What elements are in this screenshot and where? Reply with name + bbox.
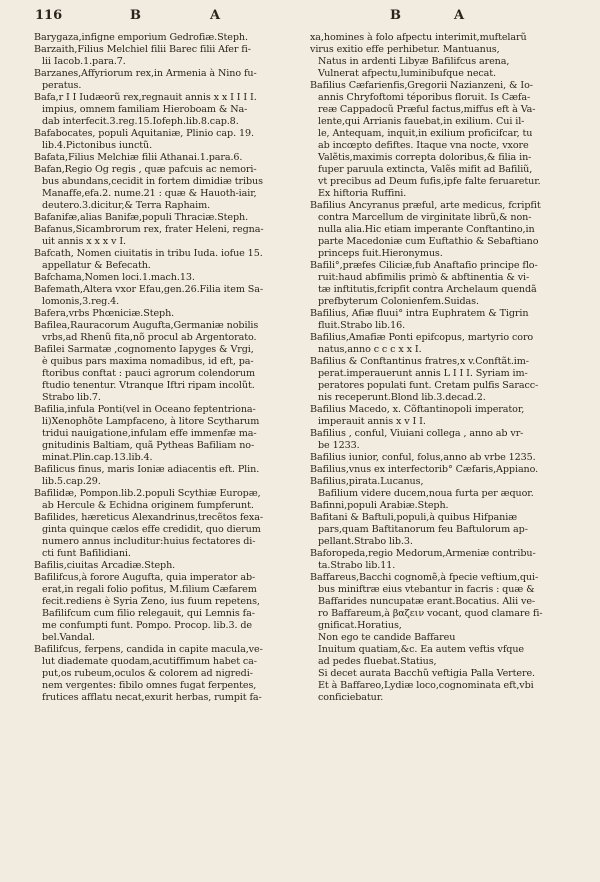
text-line: Bafcath, Nomen ciuitatis in tribu Iuda. iofue 15. <box>34 248 263 259</box>
page-number: 116 <box>35 8 63 23</box>
text-line: Bafinni,populi Arabiæ.Steph. <box>310 500 449 511</box>
text-line: Baforopeda,regio Medorum,Armeniæ contribu- <box>310 548 536 559</box>
text-line: Non ego te candide Baffareu <box>318 632 456 643</box>
text-line: Bafilia,infula Ponti(vel in Oceano feptentriona- <box>34 404 256 415</box>
text-line: lut diademate quodam,acutiffimum habet ca- <box>42 656 257 667</box>
text-line: perat.imperauerunt annis L I I I. Syriam im- <box>318 368 528 379</box>
text-line: tæ inftitutis,fcripfit contra Archelaum quendã <box>318 284 537 295</box>
text-line: Bafilidæ, Pompon.lib.2.populi Scythiæ Europæ, <box>34 488 261 499</box>
text-line: peratores populati funt. Cretam pulfis Saracc- <box>318 380 539 391</box>
text-line: Bafilis,ciuitas Arcadiæ.Steph. <box>34 560 176 571</box>
text-line: Manaffe,efa.2. nume.21 : quæ & Hauoth-iair, <box>42 188 257 199</box>
text-line: Bafabocates, populi Aquitaniæ, Plinio cap. 19. <box>34 128 254 139</box>
text-line: vt precibus ad Deum fufis,ipfe falte feruaretur. <box>318 176 541 187</box>
text-line: Bafanifæ,alias Banifæ,populi Thraciæ.Steph. <box>34 212 249 223</box>
text-line: Barygaza,infigne emporium Gedrofiæ.Steph. <box>34 32 248 43</box>
header-letter: A <box>210 8 221 23</box>
text-line: natus,anno c c c x x I. <box>318 344 422 355</box>
text-line: conficiebatur. <box>318 692 384 703</box>
text-line: Bafilius Ancyranus præful, arte medicus, fcripfit <box>310 200 541 211</box>
text-line: ad pedes fluebat.Statius, <box>318 656 437 667</box>
text-line: Inuitum quatiam,&c. Ea autem veftis vfque <box>318 644 525 655</box>
text-line: Bafemath,Altera vxor Efau,gen.26.Filia item Sa- <box>34 284 264 295</box>
text-line: lii Iacob.1.para.7. <box>42 56 126 67</box>
text-line: Bafilius Macedo, x. Cõftantinopoli imperator, <box>310 404 525 415</box>
text-line: dab interfecit.3.reg.15.Iofeph.lib.8.cap.8. <box>42 116 239 127</box>
text-line: me confumpti funt. Pompo. Procop. lib.3. de <box>42 620 252 631</box>
text-line: prefbyterum Colonienfem.Suidas. <box>318 296 479 307</box>
text-line: Barzaith,Filius Melchiel filii Barec filii Afer fi- <box>34 44 251 55</box>
text-line: Bafilea,Rauracorum Augufta,Germaniæ nobilis <box>34 320 259 331</box>
text-line: Bafilius,vnus ex interfectorib° Cæfaris,Appiano. <box>310 464 539 475</box>
text-line: ta.Strabo lib.11. <box>318 560 396 571</box>
text-line: Bafilius,pirata.Lucanus, <box>310 476 424 487</box>
right-column <box>310 32 578 704</box>
text-line: Bafilifcum cum filio relegauit, qui Lemnis fa- <box>42 608 255 619</box>
text-line: fecit.rediens è Syria Zeno, ius fuum repetens, <box>42 596 260 607</box>
text-line: Natus in ardenti Libyæ Bafilifcus arena, <box>318 56 510 67</box>
text-line: Si decet aurata Bacchũ veftigia Palla Vertere. <box>318 668 535 679</box>
text-line: Bafilius , conful, Viuiani collega , anno ab vr- <box>310 428 524 439</box>
text-line: Bafanus,Sicambrorum rex, frater Heleni, regna- <box>34 224 264 235</box>
text-line: bel.Vandal. <box>42 632 95 643</box>
text-line: put,os rubeum,oculos & colorem ad nigredi- <box>42 668 253 679</box>
text-line: Bafilicus finus, maris Ioniæ adiacentis eft. Plin. <box>34 464 260 475</box>
text-line: fluit.Strabo lib.16. <box>318 320 406 331</box>
text-line: gnificat.Horatius, <box>318 620 402 631</box>
text-line: Bafera,vrbs Phœniciæ.Steph. <box>34 308 175 319</box>
text-line: le, Antequam, inquit,in exilium proficifcar, tu <box>318 128 533 139</box>
text-line: Bafilifcus, ferpens, candida in capite macula,ve- <box>34 644 263 655</box>
text-line: contra Marcellum de virginitate librũ,& non- <box>318 212 532 223</box>
text-line: parte Macedoniæ cum Euftathio & Sebaftiano <box>318 236 539 247</box>
text-line: xa,homines à folo afpectu interimit,muftelarũ <box>310 32 527 43</box>
text-line: Valẽtis,maximis correpta doloribus,& filia in- <box>318 152 532 163</box>
running-header <box>0 8 600 32</box>
text-line: numero annus includitur:huius fectatores di- <box>42 536 256 547</box>
text-line: Bafilium videre ducem,noua furta per æquor. <box>318 488 534 499</box>
text-line: uit annis x x x v I. <box>42 236 126 247</box>
text-line: Bafilei Sarmatæ ,cognomento Iapyges & Vrgi, <box>34 344 254 355</box>
text-line: reæ Cappadocũ Præful factus,miffus eft à Va- <box>318 104 536 115</box>
text-line: Vulnerat afpectu,luminibufque necat. <box>318 68 497 79</box>
text-line: tridui nauigatione,infulam effe immenfæ ma- <box>42 428 257 439</box>
text-line: gnitudinis Baltiam, quã Pytheas Bafiliam no- <box>42 440 255 451</box>
text-line: Ex hiftoria Ruffini. <box>318 188 407 199</box>
left-column <box>34 32 306 704</box>
text-line: Bafilius & Conftantinus fratres,x v.Conftãt.im- <box>310 356 529 367</box>
header-letter: B <box>390 8 401 23</box>
text-line: lib.4.Pictonibus iunctũ. <box>42 140 153 151</box>
text-line: nulla alia.Hic etiam imperante Conftantino,in <box>318 224 535 235</box>
text-line: Bafilides, hæreticus Alexandrinus,trecẽtos fexa- <box>34 512 263 523</box>
text-line: peratus. <box>42 80 82 91</box>
text-line: ro Baffareum,à βαζειν vocant, quod clamare fi- <box>318 608 543 619</box>
text-line: nem vergentes: fibilo omnes fugat ferpentes, <box>42 680 257 691</box>
text-line: Bafa,r I I Iudæorũ rex,regnauit annis x x I I I I. <box>34 92 257 103</box>
text-line: be 1233. <box>318 440 360 451</box>
text-line: Bafchama,Nomen loci.1.mach.13. <box>34 272 195 283</box>
text-line: lib.5.cap.29. <box>42 476 101 487</box>
text-line: impius, omnem familiam Hieroboam & Na- <box>42 104 248 115</box>
text-line: appellatur & Befecath. <box>42 260 151 271</box>
text-line: ab incœpto defiftes. Itaque vna nocte, vxore <box>318 140 529 151</box>
header-letter: A <box>454 8 465 23</box>
text-line: virus exitio effe perhibetur. Mantuanus, <box>310 44 500 55</box>
text-line: pellant.Strabo lib.3. <box>318 536 413 547</box>
text-line: è quibus pars maxima nomadibus, id eft, pa- <box>42 356 254 367</box>
text-line: fuper paruula extincta, Valẽs mifit ad Bafiliũ, <box>318 164 533 175</box>
text-line: ab Hercule & Echidna originem fumpferunt. <box>42 500 254 511</box>
text-line: minat.Plin.cap.13.lib.4. <box>42 452 153 463</box>
text-line: bus abundans,cecidit in fortem dimidiæ tribus <box>42 176 263 187</box>
text-line: ginta quinque cælos effe credidit, quo dierum <box>42 524 261 535</box>
text-line: Bafata,Filius Melchiæ filii Athanai.1.para.6. <box>34 152 243 163</box>
text-line: Barzanes,Affyriorum rex,in Armenia à Nino fu- <box>34 68 257 79</box>
text-line: Bafilifcus,à forore Augufta, quia imperator ab- <box>34 572 256 583</box>
text-line: frutices afflatu necat,exurit herbas, rumpit fa- <box>42 692 262 703</box>
text-line: lomonis,3.reg.4. <box>42 296 120 307</box>
text-line: Et à Baffareo,Lydiæ loco,cognominata eft,vbi <box>318 680 534 691</box>
text-line: Baffarides nuncupatæ erant.Bocatius. Alii ve- <box>318 596 536 607</box>
text-line: Bafilius iunior, conful, folus,anno ab vrbe 1235. <box>310 452 536 463</box>
text-line: Bafilius Cæfarienfis,Gregorii Nazianzeni, & Io- <box>310 80 533 91</box>
text-line: erat,in regali folio pofitus, M.filium Cæfarem <box>42 584 257 595</box>
text-line: deutero.3.dicitur,& Terra Raphaim. <box>42 200 211 211</box>
text-line: Bafilius, Afiæ fluui° intra Euphratem & Tigrin <box>310 308 529 319</box>
text-line: Baffareus,Bacchi cognomẽ,à fpecie veftium,qui- <box>310 572 539 583</box>
text-line: nis receperunt.Blond lib.3.decad.2. <box>318 392 486 403</box>
text-line: Bafilius,Amafiæ Ponti epifcopus, martyrio coro <box>310 332 534 343</box>
text-line: Bafili°,præfes Ciliciæ,fub Anaftafio principe flo- <box>310 260 538 271</box>
text-line: annis Chryfoftomi téporibus floruit. Is Cæfa- <box>318 92 531 103</box>
text-line: princeps fuit.Hieronymus. <box>318 248 443 259</box>
text-line: Bafitani & Baftuli,populi,à quibus Hifpaniæ <box>310 512 518 523</box>
text-line: lente,qui Arrianis fauebat,in exilium. Cui il- <box>318 116 525 127</box>
text-line: imperauit annis x v I I. <box>318 416 426 427</box>
text-line: li)Xenophõte Lampfaceno, à litore Scytharum <box>42 416 260 427</box>
text-line: pars,quam Baftitanorum feu Baftulorum ap- <box>318 524 528 535</box>
text-line: ruit:haud abfimilis primò & abftinentia & vi- <box>318 272 530 283</box>
text-line: ftoribus conftat : pauci agrorum colendorum <box>42 368 255 379</box>
text-line: ftudio tenentur. Vtranque Iftri ripam incolũt. <box>42 380 255 391</box>
text-line: cti funt Bafilidiani. <box>42 548 131 559</box>
text-line: bus miniftræ eius vtebantur in facris : quæ & <box>318 584 535 595</box>
header-letter: B <box>130 8 141 23</box>
text-line: vrbs,ad Rhenũ fita,nõ procul ab Argentorato. <box>42 332 257 343</box>
text-line: Strabo lib.7. <box>42 392 101 403</box>
text-line: Bafan,Regio Og regis , quæ pafcuis ac nemori- <box>34 164 257 175</box>
